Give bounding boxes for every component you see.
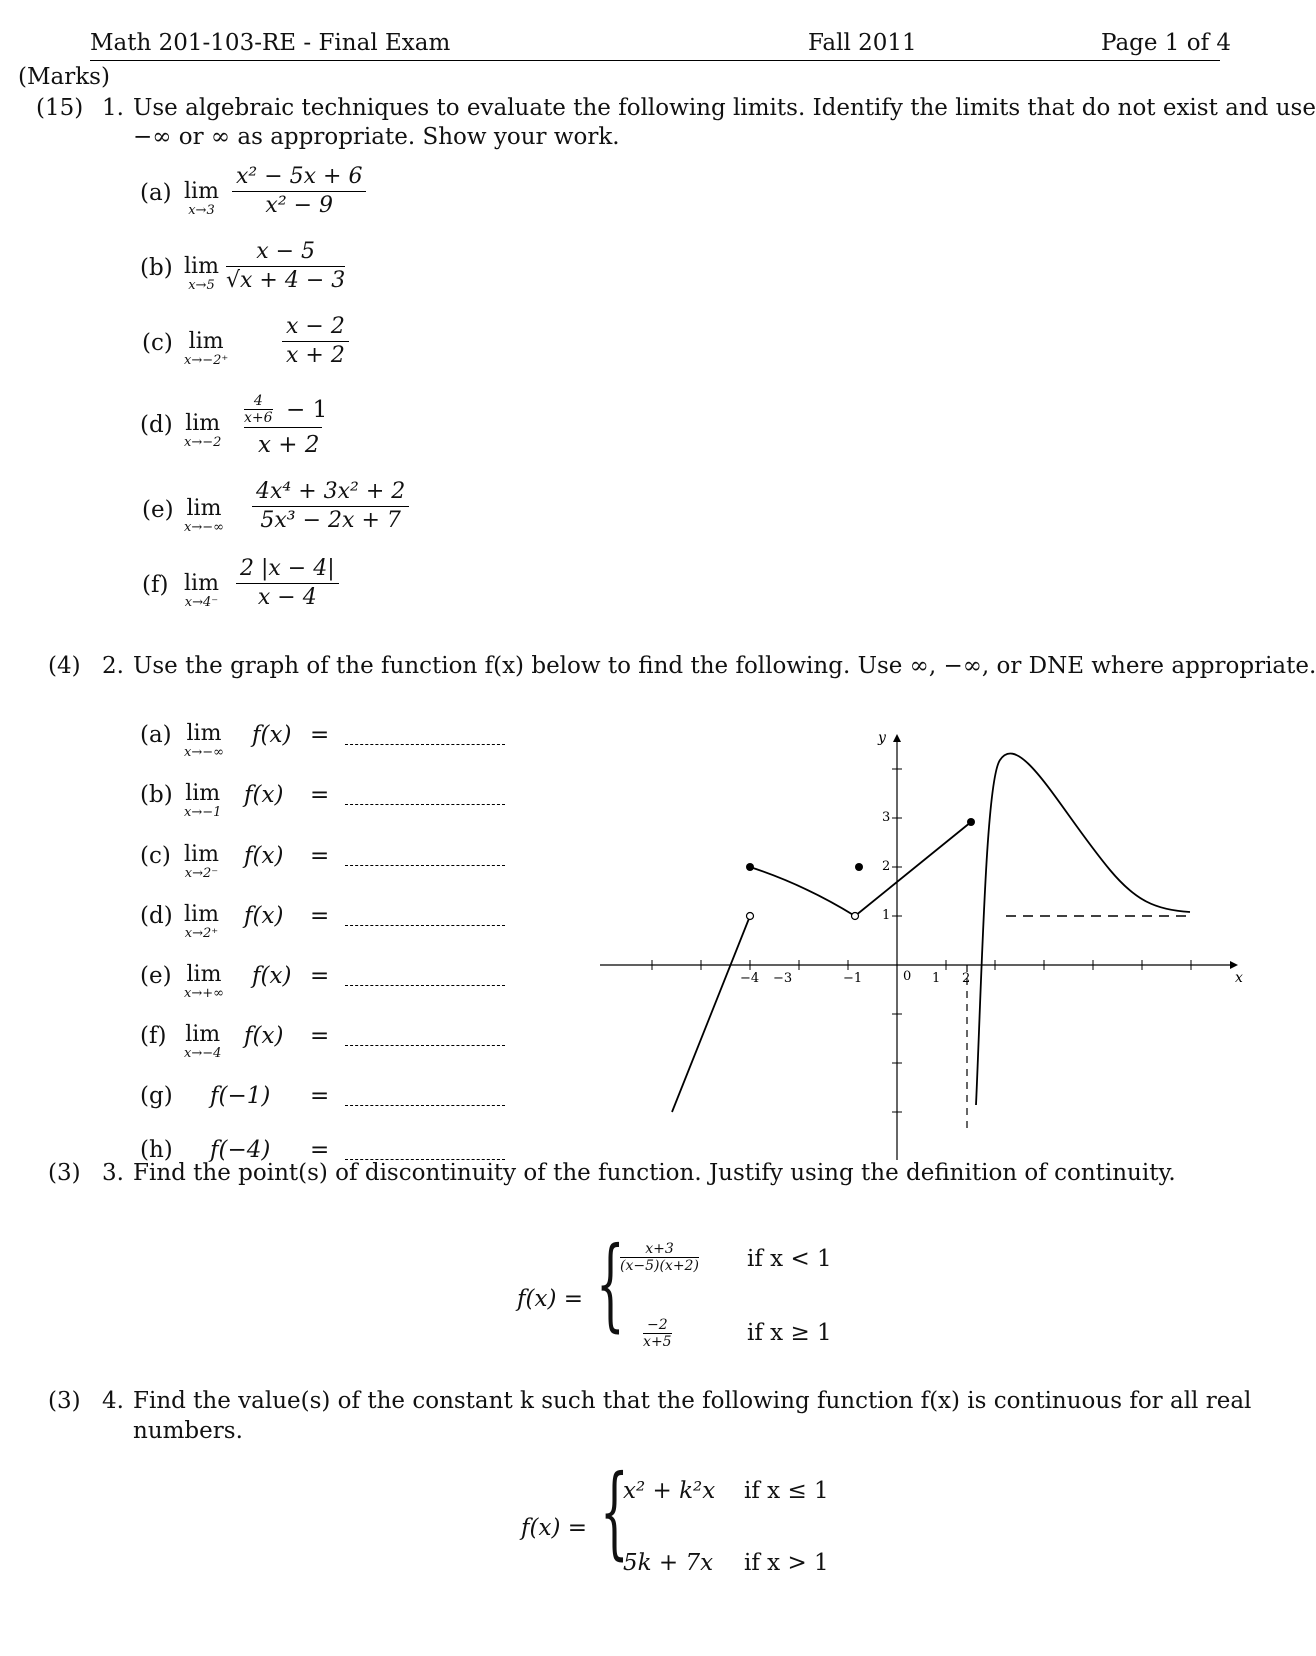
q3-fx: f(x) = <box>517 1286 584 1312</box>
q1f-fraction: $\frac{2 |x - 4|}{x - 4}$ <box>236 555 339 612</box>
q1b-lim: lim x→5 <box>184 254 219 293</box>
q2-marks: (4) <box>48 653 81 679</box>
q4-fx: f(x) = <box>521 1515 588 1541</box>
q2-item-expression: f(x) <box>244 782 284 808</box>
q3-case1-condition: if x < 1 <box>747 1246 832 1272</box>
function-graph <box>590 720 1243 1180</box>
header-rule <box>90 60 1220 61</box>
x-axis-arrow <box>1230 961 1238 969</box>
closed-point <box>967 818 975 826</box>
q2-item-label: (e) <box>140 963 172 989</box>
q2-item-label: (b) <box>140 782 173 808</box>
closed-point <box>746 863 754 871</box>
y-axis-label: y <box>878 730 886 746</box>
q1d-lim: lim x→−2 <box>184 411 222 450</box>
q3-marks: (3) <box>48 1160 81 1186</box>
q1d-label: (d) <box>140 412 173 438</box>
q2-answer-blank[interactable] <box>345 804 505 805</box>
q2-item-label: (a) <box>140 722 172 748</box>
q2-item-expression: f(x) <box>252 722 292 748</box>
q2-text: Use the graph of the function f(x) below to find the following. Use ∞, −∞, or DNE where appropriate. <box>133 653 1316 679</box>
q1f-label: (f) <box>142 572 169 598</box>
open-point <box>747 913 754 920</box>
q2-item-label: (d) <box>140 903 173 929</box>
q4-text-line2: numbers. <box>133 1418 243 1444</box>
x-tick-label: −3 <box>773 971 793 986</box>
x-tick-label: −4 <box>740 971 760 986</box>
page-number: Page 1 of 4 <box>1101 30 1232 56</box>
segment-minus4-to-minus1 <box>750 867 855 916</box>
q4-brace: { <box>600 1453 629 1570</box>
q1f-lim: lim x→4⁻ <box>184 571 219 610</box>
q1b-fraction: $\frac{x - 5}{√x + 4 - 3}$ <box>226 239 346 293</box>
x-tick-label: 1 <box>932 971 941 986</box>
q1d-minus-one: − 1 <box>286 397 328 423</box>
closed-point <box>855 863 863 871</box>
q2-number: 2. <box>102 653 124 679</box>
y-tick-label: 2 <box>882 859 891 874</box>
q2-item-label: (f) <box>140 1023 167 1049</box>
q2-item-equals: = <box>310 1023 330 1049</box>
q2-item-equals: = <box>310 1083 330 1109</box>
term: Fall 2011 <box>808 30 917 56</box>
y-tick-label: 3 <box>882 810 891 825</box>
x-tick-label: −1 <box>843 971 863 986</box>
q4-number: 4. <box>102 1388 124 1414</box>
q4-case2: 5k + 7x <box>623 1550 714 1576</box>
q2-item-lim: lim x→−1 <box>184 781 222 820</box>
q2-item-equals: = <box>310 782 330 808</box>
q4-case1: x² + k²x <box>623 1478 716 1504</box>
q2-item-expression: f(−1) <box>210 1083 271 1109</box>
q2-item-lim: lim x→2⁺ <box>184 902 219 941</box>
q2-item-lim: lim x→2⁻ <box>184 842 219 881</box>
q1e-fraction: $\frac{\text{4x⁴ + 3x² + 2}}{\text{5x³ − 2x + 7}}$ <box>252 478 409 535</box>
q1d-denominator: x + 2 <box>258 432 320 458</box>
segment-minus1-to-2 <box>855 822 971 916</box>
q2-item-equals: = <box>310 903 330 929</box>
q1e-label: (e) <box>142 497 174 523</box>
q2-item-label: (c) <box>140 843 171 869</box>
q4-case2-condition: if x > 1 <box>744 1550 829 1576</box>
y-axis-arrow <box>893 734 901 742</box>
q2-answer-blank[interactable] <box>345 1045 505 1046</box>
q3-case2-condition: if x ≥ 1 <box>747 1320 832 1346</box>
q3-case1-fraction: $\frac{x+3}{(x-5)(x+2)}$ <box>620 1241 699 1274</box>
q2-item-lim: lim x→−4 <box>184 1022 222 1061</box>
q2-item-equals: = <box>310 1137 330 1163</box>
q1c-lim: lim x→−2⁺ <box>184 329 229 368</box>
open-point <box>852 913 859 920</box>
q1-text-line2: −∞ or ∞ as appropriate. Show your work. <box>133 124 620 150</box>
course-title: Math 201-103-RE - Final Exam <box>90 30 451 56</box>
q2-item-expression: f(x) <box>244 843 284 869</box>
q1-number: 1. <box>102 95 124 121</box>
q1c-label: (c) <box>142 330 173 356</box>
q1a-fraction: $\frac{\text{x² − 5x + 6}}{\text{x² − 9}}$ <box>232 163 366 220</box>
q2-item-label: (h) <box>140 1137 173 1163</box>
q1-text-line1: Use algebraic techniques to evaluate the following limits. Identify the limits that do not exist and use <box>133 95 1316 121</box>
q2-item-equals: = <box>310 843 330 869</box>
q2-item-lim: lim x→−∞ <box>184 721 224 760</box>
q2-answer-blank[interactable] <box>345 1105 505 1106</box>
q2-item-expression: f(x) <box>252 963 292 989</box>
q2-item-expression: f(x) <box>244 903 284 929</box>
left-ray <box>672 916 750 1112</box>
q3-brace: { <box>596 1225 625 1342</box>
q1b-label: (b) <box>140 255 173 281</box>
q4-text-line1: Find the value(s) of the constant k such that the following function f(x) is continuous for all real <box>133 1388 1252 1414</box>
q2-item-expression: f(x) <box>244 1023 284 1049</box>
q2-answer-blank[interactable] <box>345 925 505 926</box>
q2-answer-blank[interactable] <box>345 985 505 986</box>
right-branch <box>976 753 1190 1105</box>
y-tick-label: 1 <box>882 908 891 923</box>
q1a-lim: lim x→3 <box>184 179 219 218</box>
q4-case1-condition: if x ≤ 1 <box>744 1478 829 1504</box>
q3-text: Find the point(s) of discontinuity of the function. Justify using the definition of continuity. <box>133 1160 1176 1186</box>
x-axis-label: x <box>1235 970 1243 986</box>
q2-item-equals: = <box>310 722 330 748</box>
q1c-fraction: $\frac{x - 2}{x + 2}$ <box>282 313 349 370</box>
marks-label: (Marks) <box>18 64 110 90</box>
q4-marks: (3) <box>48 1388 81 1414</box>
q2-item-expression: f(−4) <box>210 1137 271 1163</box>
x-tick-label: 2 <box>962 971 971 986</box>
q2-item-equals: = <box>310 963 330 989</box>
q2-item-lim: lim x→+∞ <box>184 962 224 1001</box>
q3-case2-fraction: $\frac{-2}{x+5}$ <box>643 1317 672 1350</box>
q1-marks: (15) <box>36 95 84 121</box>
q3-number: 3. <box>102 1160 124 1186</box>
q2-item-label: (g) <box>140 1083 173 1109</box>
q1a-label: (a) <box>140 180 172 206</box>
q1d-numerator <box>244 393 328 428</box>
x-tick-label: 0 <box>903 969 912 984</box>
q2-answer-blank[interactable] <box>345 865 505 866</box>
q2-answer-blank[interactable] <box>345 744 505 745</box>
q1e-lim: lim x→−∞ <box>184 496 224 535</box>
q1d-inner-fraction: $\frac{4}{x+6}$ <box>244 393 273 426</box>
